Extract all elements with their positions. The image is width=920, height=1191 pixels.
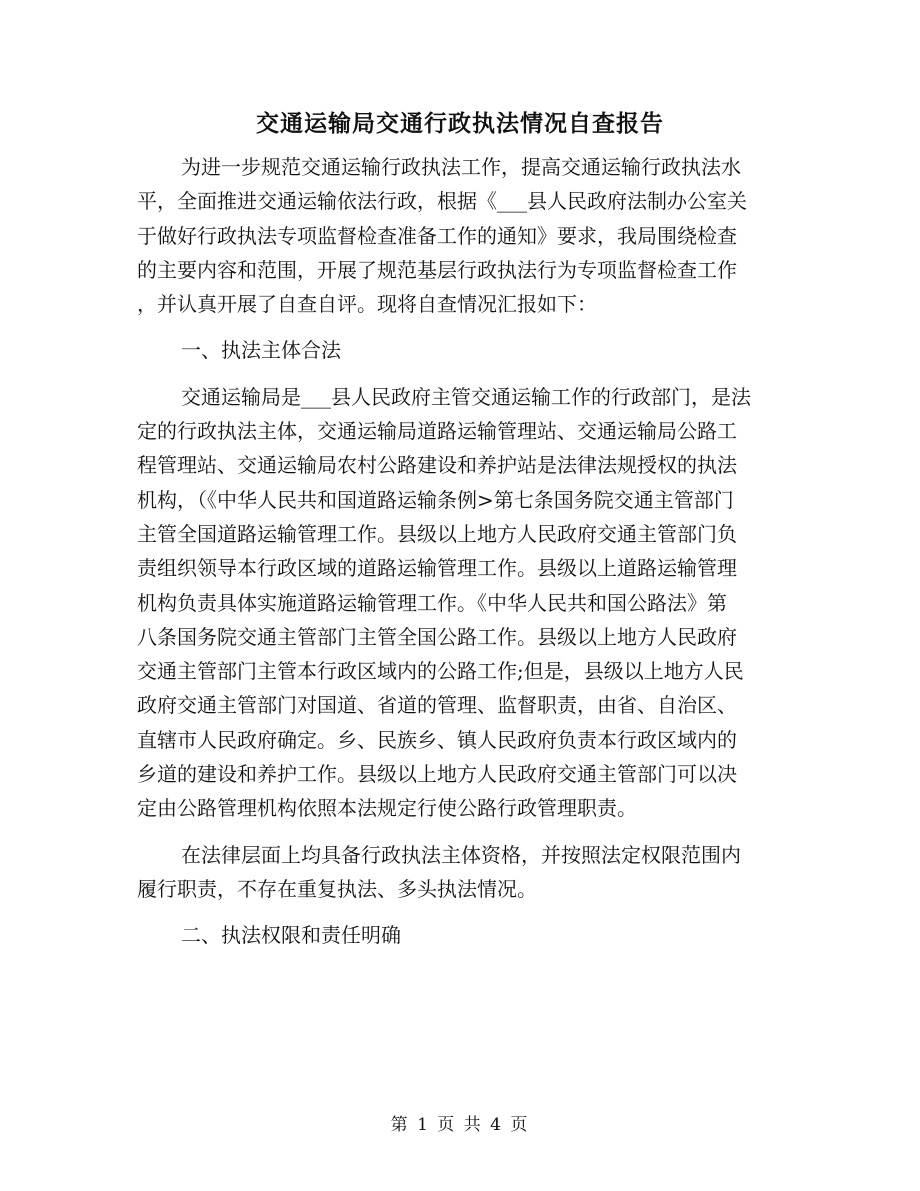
text-line: 定的行政执法主体，交通运输局道路运输管理站、交通运输局公路工	[137, 419, 737, 444]
paragraph-intro	[137, 150, 777, 321]
text-line: ，并认真开展了自查自评。现将自查情况汇报如下：	[137, 292, 597, 317]
paragraph-legal-basis	[137, 380, 777, 826]
text-line: 机构负责具体实施道路运输管理工作。《中华人民共和国公路法》第	[137, 590, 727, 615]
text-line: 履行职责，不存在重复执法、多头执法情况。	[137, 876, 537, 901]
section-heading-2: 二、执法权限和责任明确	[181, 923, 401, 948]
text-line: 责组织领导本行政区域的道路运输管理工作。县级以上道路运输管理	[137, 556, 737, 581]
text-line: 交通主管部门主管本行政区域内的公路工作;但是，县级以上地方人民	[137, 659, 744, 684]
text-line: 为进一步规范交通运输行政执法工作，提高交通运输行政执法水	[181, 155, 741, 179]
text-line: 乡道的建设和养护工作。县级以上地方人民政府交通主管部门可以决	[137, 762, 737, 787]
text-line: 程管理站、交通运输局农村公路建设和养护站是法律法规授权的执法	[137, 453, 737, 478]
section-heading-1: 一、执法主体合法	[181, 338, 341, 363]
paragraph-qualification	[137, 838, 777, 907]
text-line: 八条国务院交通主管部门主管全国公路工作。县级以上地方人民政府	[137, 624, 737, 649]
text-line: 平，全面推进交通运输依法行政，根据《___县人民政府法制办公室关	[137, 189, 747, 214]
text-line: 在法律层面上均具备行政执法主体资格，并按照法定权限范围内	[181, 842, 741, 867]
text-line: 机构，（《中华人民共和国道路运输条例>第七条国务院交通主管部门	[137, 487, 734, 512]
text-line: 政府交通主管部门对国道、省道的管理、监督职责，由省、自治区、	[137, 693, 737, 718]
text-line: 主管全国道路运输管理工作。县级以上地方人民政府交通主管部门负	[137, 521, 737, 546]
text-line: 定由公路管理机构依照本法规定行使公路行政管理职责。	[137, 796, 637, 821]
document-body	[137, 150, 777, 953]
page-footer: 第 1 页 共 4 页	[390, 1115, 530, 1135]
text-line: 的主要内容和范围，开展了规范基层行政执法行为专项监督检查工作	[137, 257, 737, 282]
document-title: 交通运输局交通行政执法情况自查报告	[256, 111, 664, 137]
text-line: 于做好行政执法专项监督检查准备工作的通知》要求，我局围绕检查	[137, 223, 737, 248]
text-line: 交通运输局是___县人民政府主管交通运输工作的行政部门，是法	[181, 384, 751, 409]
text-line: 直辖市人民政府确定。乡、民族乡、镇人民政府负责本行政区域内的	[137, 727, 737, 752]
